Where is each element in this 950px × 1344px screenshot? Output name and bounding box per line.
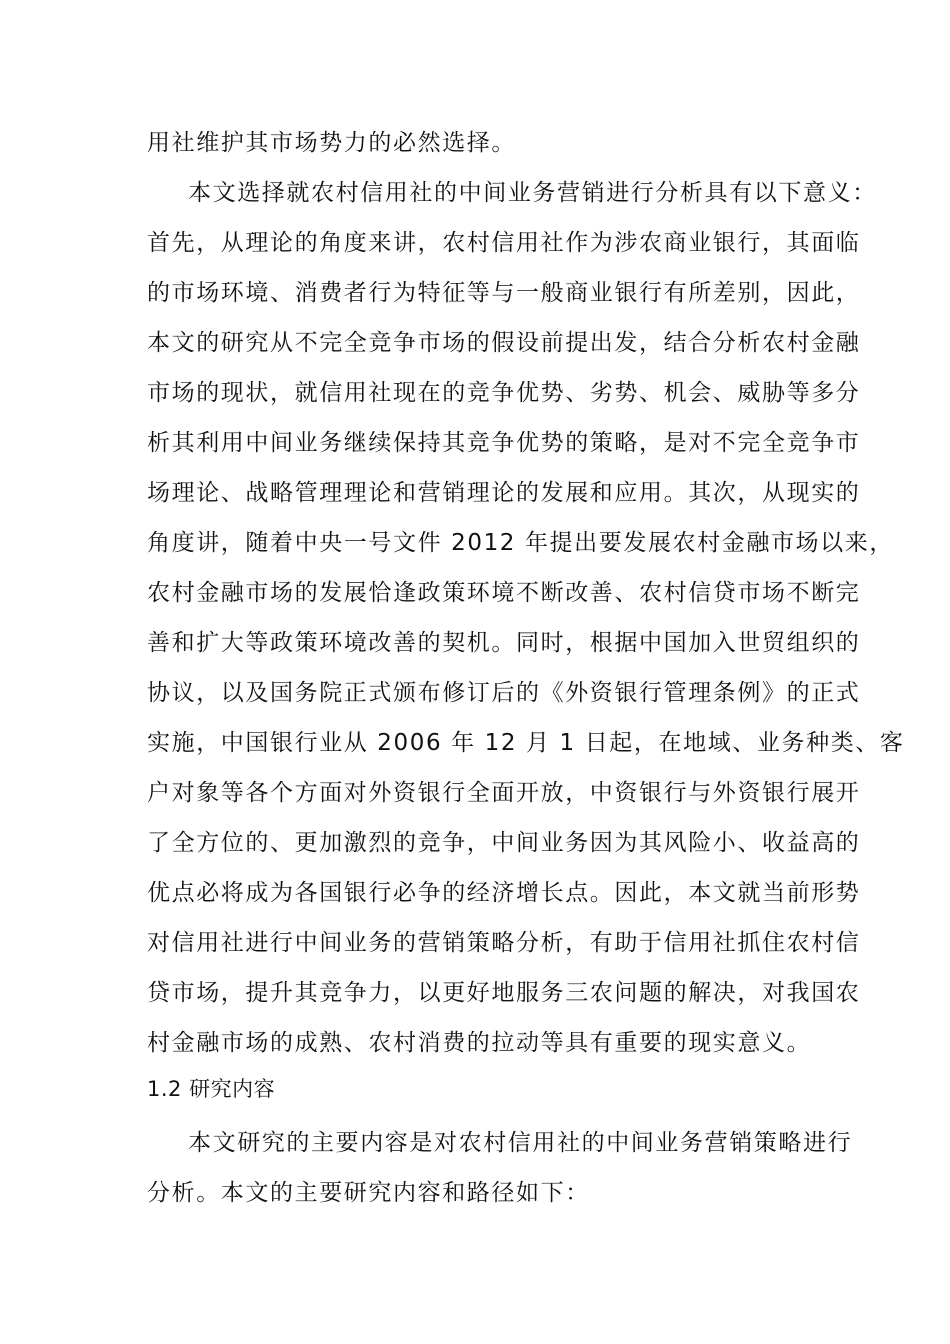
paragraph-line: 本文研究的主要内容是对农村信用社的中间业务营销策略进行 [188, 1130, 853, 1156]
paragraph-line: 用社维护其市场势力的必然选择。 [147, 130, 516, 156]
section-heading: 1.2 研究内容 [147, 1077, 276, 1101]
paragraph-line: 分析。本文的主要研究内容和路径如下： [147, 1180, 590, 1206]
paragraph-line: 户对象等各个方面对外资银行全面开放，中资银行与外资银行展开 [147, 780, 861, 806]
paragraph-line: 市场的现状，就信用社现在的竞争优势、劣势、机会、威胁等多分 [147, 380, 861, 406]
paragraph-line: 优点必将成为各国银行必争的经济增长点。因此，本文就当前形势 [147, 880, 861, 906]
paragraph-line: 本文选择就农村信用社的中间业务营销进行分析具有以下意义： [188, 180, 877, 206]
paragraph-line: 的市场环境、消费者行为特征等与一般商业银行有所差别，因此， [147, 280, 861, 306]
paragraph-line: 析其利用中间业务继续保持其竞争优势的策略，是对不完全竞争市 [147, 430, 861, 456]
paragraph-line: 角度讲，随着中央一号文件 2012 年提出要发展农村金融市场以来， [147, 530, 894, 556]
paragraph-line: 了全方位的、更加激烈的竞争，中间业务因为其风险小、收益高的 [147, 830, 861, 856]
paragraph-line: 首先，从理论的角度来讲，农村信用社作为涉农商业银行，其面临 [147, 230, 861, 256]
paragraph-line: 本文的研究从不完全竞争市场的假设前提出发，结合分析农村金融 [147, 330, 861, 356]
paragraph-line: 贷市场，提升其竞争力，以更好地服务三农问题的解决，对我国农 [147, 980, 861, 1006]
paragraph-line: 村金融市场的成熟、农村消费的拉动等具有重要的现实意义。 [147, 1030, 812, 1056]
paragraph-line: 对信用社进行中间业务的营销策略分析，有助于信用社抓住农村信 [147, 930, 861, 956]
paragraph-line: 协议，以及国务院正式颁布修订后的《外资银行管理条例》的正式 [147, 680, 861, 706]
paragraph-line: 善和扩大等政策环境改善的契机。同时，根据中国加入世贸组织的 [147, 630, 861, 656]
paragraph-line: 场理论、战略管理理论和营销理论的发展和应用。其次，从现实的 [147, 480, 861, 506]
paragraph-line: 农村金融市场的发展恰逢政策环境不断改善、农村信贷市场不断完 [147, 580, 861, 606]
paragraph-line: 实施，中国银行业从 2006 年 12 月 1 日起，在地域、业务种类、客 [147, 730, 905, 756]
